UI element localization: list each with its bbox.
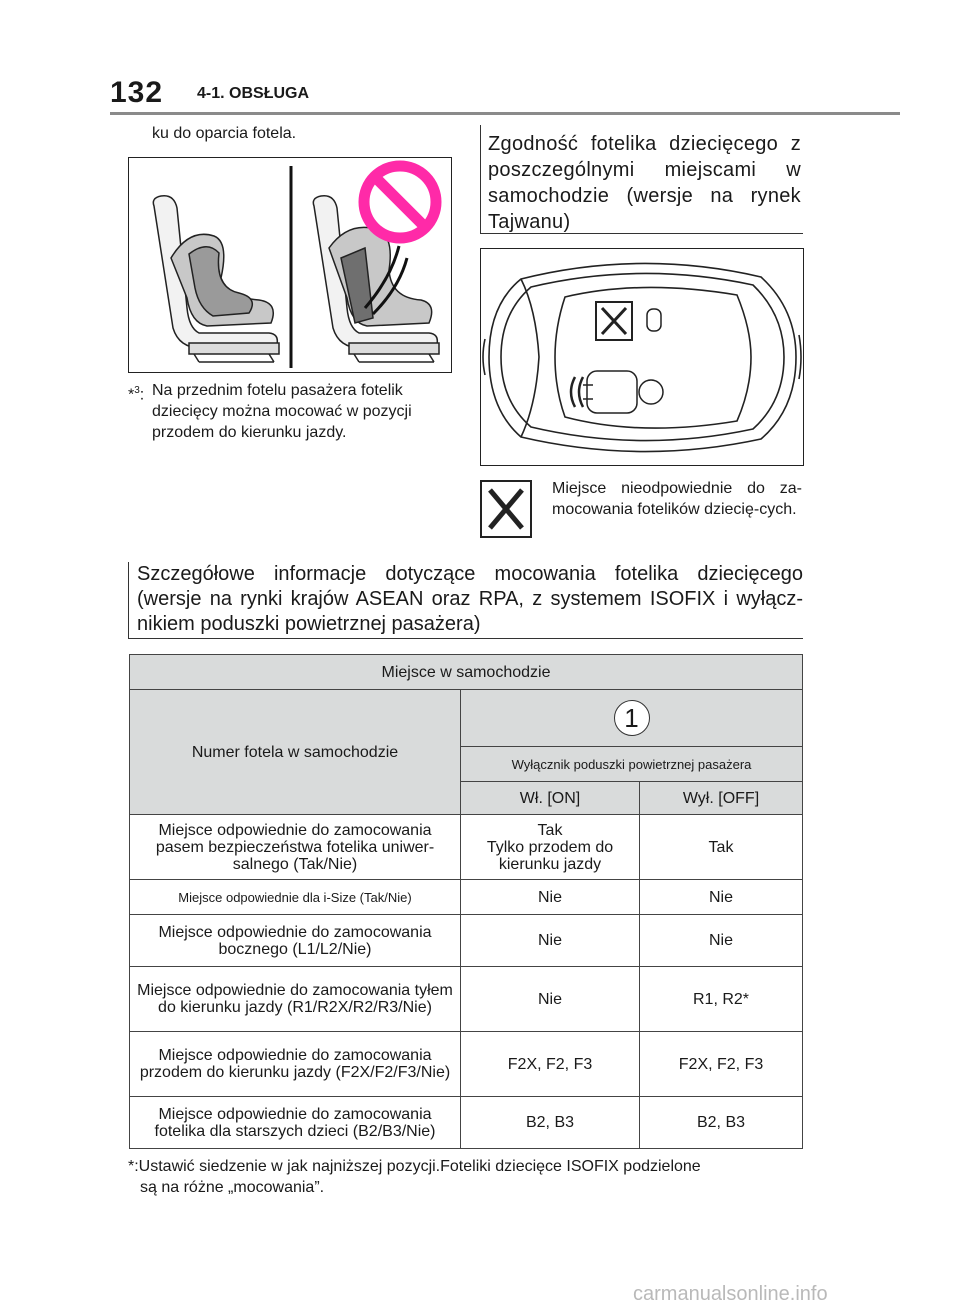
taiwan-compatibility-heading xyxy=(480,125,803,234)
cell-on: Nie xyxy=(461,967,640,1032)
cell-on-line: Tylko przodem do xyxy=(486,838,614,856)
car-seat-map xyxy=(480,248,804,466)
table-row xyxy=(130,690,803,747)
unsuitable-x-icon xyxy=(480,480,532,538)
row-label: Miejsce odpowiednie do zamocowania pasem bezpieczeństwa fotelika uniwer-salnego (Tak/Nie) xyxy=(130,815,461,880)
asean-details-heading xyxy=(128,562,803,639)
table-row xyxy=(130,1032,803,1097)
table-row xyxy=(130,880,803,915)
cell-off: Nie xyxy=(640,915,803,967)
section-title: 4-1. OBSŁUGA xyxy=(197,85,310,102)
seat-compatibility-table xyxy=(129,654,803,1149)
airbag-switch-label: Wyłącznik poduszki powietrznej pasażera xyxy=(461,747,803,782)
heading-text: Zgodność fotelika dziecięcego z poszczególnymi miejscami w samochodzie (wersje na rynek Tajwanu) xyxy=(488,133,801,233)
page-number: 132 xyxy=(110,76,164,109)
cell-on: F2X, F2, F3 xyxy=(461,1032,640,1097)
row-label: Miejsce odpowiednie dla i-Size (Tak/Nie) xyxy=(130,880,461,915)
driver-seat xyxy=(571,371,663,413)
row-label: Miejsce odpowiednie do zamocowania przodem do kierunku jazdy (F2X/F2/F3/Nie) xyxy=(130,1032,461,1097)
watermark: carmanualsonline.info xyxy=(633,1283,828,1305)
car-top-view-drawing xyxy=(481,249,803,465)
cell-off: Nie xyxy=(640,880,803,915)
cell-off: F2X, F2, F3 xyxy=(640,1032,803,1097)
seat-number-badge: 1 xyxy=(614,700,650,736)
table-title-row xyxy=(130,655,803,690)
intro-text: ku do oparcia fotela. xyxy=(152,125,297,142)
heading-text: Szczegółowe informacje dotyczące mocowania fotelika dziecięcego (wersje na rynki krajów ASEAN oraz RPA, z systemem ISOFIX i wyłącz-nikiem poduszki powietrznej pasażera) xyxy=(137,563,803,635)
airbag-on-header: Wł. [ON] xyxy=(461,782,640,815)
cell-off: B2, B3 xyxy=(640,1097,803,1149)
child-seat-drawing xyxy=(129,158,451,372)
airbag-off-header: Wył. [OFF] xyxy=(640,782,803,815)
correct-seat-position xyxy=(153,196,279,362)
footnote-text: Na przednim fotelu pasażera fotelik dziecięcy można mocować w pozycji przodem do kierunku jazdy. xyxy=(152,382,412,441)
cell-off: Tak xyxy=(640,815,803,880)
cell-on-line: Tak xyxy=(537,821,563,839)
legend-text: Miejsce nieodpowiednie do za-mocowania fotelików dziecię-cych. xyxy=(552,480,802,518)
footnote-line-1: *:Ustawić siedzenie w jak najniższej pozycji.Foteliki dziecięce ISOFIX podzielone xyxy=(128,1158,701,1175)
table-row xyxy=(130,1097,803,1149)
cell-off: R1, R2* xyxy=(640,967,803,1032)
row-label: Miejsce odpowiednie do zamocowania tyłem do kierunku jazdy (R1/R2X/R2/R3/Nie) xyxy=(130,967,461,1032)
seat-number-label: Numer fotela w samochodzie xyxy=(130,690,461,815)
seat-position-unsuitable xyxy=(596,302,661,340)
table-row xyxy=(130,967,803,1032)
header-divider xyxy=(110,112,900,115)
seat-illustration xyxy=(128,157,452,373)
cell-on: Nie xyxy=(461,880,640,915)
table-row xyxy=(130,915,803,967)
cell-on: B2, B3 xyxy=(461,1097,640,1149)
row-label: Miejsce odpowiednie do zamocowania bocznego (L1/L2/Nie) xyxy=(130,915,461,967)
table-title: Miejsce w samochodzie xyxy=(130,655,803,690)
table-footnote xyxy=(128,1156,808,1198)
table-row xyxy=(130,815,803,880)
cell-on xyxy=(461,815,640,880)
cell-on: Nie xyxy=(461,915,640,967)
prohibition-icon xyxy=(364,166,436,238)
footnote-3 xyxy=(128,380,450,443)
seat-number-cell xyxy=(461,690,803,747)
footnote-marker: *$^3$: xyxy=(128,385,145,404)
cell-on-line: kierunku jazdy xyxy=(498,855,602,873)
row-label: Miejsce odpowiednie do zamocowania fotelika dla starszych dzieci (B2/B3/Nie) xyxy=(130,1097,461,1149)
footnote-line-2: są na różne „mocowania”. xyxy=(140,1179,325,1196)
